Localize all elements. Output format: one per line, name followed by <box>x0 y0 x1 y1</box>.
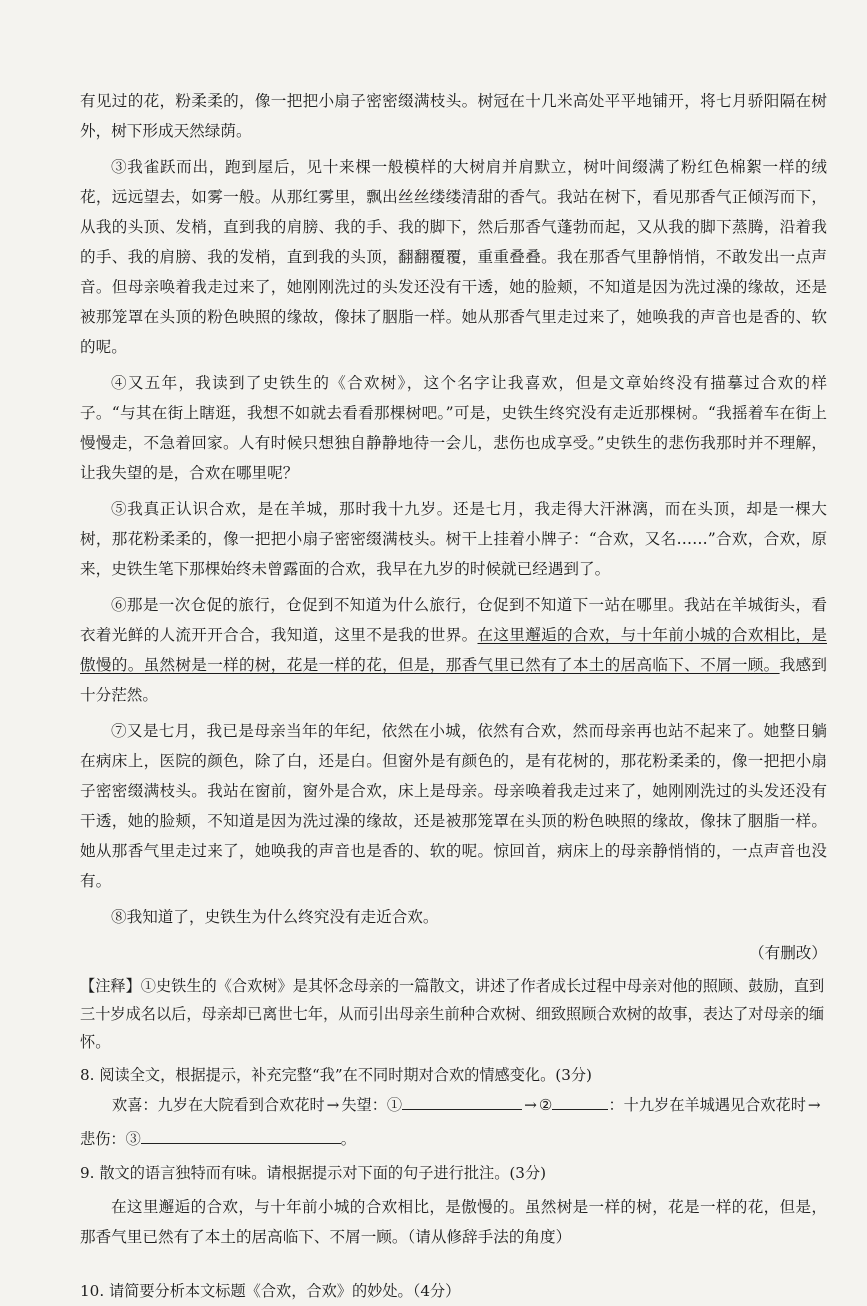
paragraph-2-continued: 有见过的花，粉柔柔的，像一把把小扇子密密缀满枝头。树冠在十几米高处平平地铺开，将七月骄阳隔在树外，树下形成天然绿荫。 <box>80 92 827 140</box>
arrow-icon: → <box>326 1096 340 1114</box>
q8-marker-2: ② <box>538 1096 553 1114</box>
question-8-line-1 <box>112 1090 827 1120</box>
q8-period: 。 <box>340 1130 356 1148</box>
paragraph-6 <box>80 590 827 710</box>
answer-space[interactable] <box>80 1258 827 1276</box>
question-10-prompt: 10. 请简要分析本文标题《合欢，合欢》的妙处。（4分） <box>80 1282 461 1300</box>
question-9-prompt: 9. 散文的语言独特而有味。请根据提示对下面的句子进行批注。(3分) <box>80 1164 547 1182</box>
annotation: 【注释】①史铁生的《合欢树》是其怀念母亲的一篇散文，讲述了作者成长过程中母亲对他的照顾、鼓励，直到三十岁成名以后，母亲却已离世七年，从而引出母亲生前种合欢树、细致照顾合欢树的故事，表达了对母亲的缅怀。 <box>80 977 825 1051</box>
answer-blank-2[interactable] <box>552 1091 608 1110</box>
q8-sadness-label: 悲伤：③ <box>80 1130 141 1148</box>
arrow-icon: → <box>524 1096 537 1114</box>
answer-blank-3[interactable] <box>141 1125 341 1144</box>
q8-joy-label: 欢喜：九岁在大院看到合欢花时 <box>112 1096 325 1114</box>
paragraph-5: ⑤我真正认识合欢，是在羊城，那时我十九岁。还是七月，我走得大汗淋漓，而在头顶，却是一棵大树，那花粉柔柔的，像一把把小扇子密密缀满枝头。树干上挂着小牌子：“合欢，又名……”合欢，合欢，原来，史铁生笔下那棵始终未曾露面的合欢，我早在九岁的时候就已经遇到了。 <box>80 500 827 578</box>
answer-blank-1[interactable] <box>402 1091 522 1110</box>
paragraph-8: ⑧我知道了，史铁生为什么终究没有走近合欢。 <box>111 908 439 926</box>
paragraph-4: ④又五年，我读到了史铁生的《合欢树》，这个名字让我喜欢，但是文章始终没有描摹过合欢的样子。“与其在街上瞎逛，我想不如就去看看那棵树吧。”可是，史铁生终究没有走近那棵树。“我摇着车在街上慢慢走，不急着回家。人有时候只想独自静静地待一会儿，悲伤也成享受。”史铁生的悲伤我那时并不理解，让我失望的是，合欢在哪里呢？ <box>80 374 827 482</box>
q8-nineteen-label: ：十九岁在羊城遇见合欢花时 <box>608 1096 806 1114</box>
question-8-prompt: 8. 阅读全文，根据提示，补充完整“我”在不同时期对合欢的情感变化。(3分) <box>80 1066 592 1084</box>
paragraph-3: ③我雀跃而出，跑到屋后，见十来棵一般模样的大树肩并肩默立，树叶间缀满了粉红色棉絮一样的绒花，远远望去，如雾一般。从那红雾里，飘出丝丝缕缕清甜的香气。我站在树下，看见那香气正倾泻而下，从我的头顶、发梢，直到我的肩膀、我的手、我的脚下，然后那香气蓬勃而起，又从我的脚下蒸腾，沿着我的手、我的肩膀、我的发梢，直到我的头顶，翻翻覆覆，重重叠叠。我在那香气里静悄悄，不敢发出一点声音。但母亲唤着我走过来了，她刚刚洗过的头发还没有干透，她的脸颊，不知道是因为洗过澡的缘故，还是被那笼罩在头顶的粉色映照的缘故，像抹了胭脂一样。她从那香气里走过来了，她唤我的声音也是香的、软的呢。 <box>80 158 827 356</box>
underlined-sentence: 在这里邂逅的合欢，与十年前小城的合欢相比，是傲慢的。虽然树是一样的树，花是一样的花，但是，那香气里已然有了本土的居高临下、不屑一顾。 <box>80 626 827 674</box>
q8-disappointment-label: 失望：① <box>341 1096 403 1114</box>
paragraph-7: ⑦又是七月，我已是母亲当年的年纪，依然在小城，依然有合欢，然而母亲再也站不起来了。她整日躺在病床上，医院的颜色，除了白，还是白。但窗外是有颜色的，是有花树的，那花粉柔柔的，像一把把小扇子密密缀满枝头。我站在窗前，窗外是合欢，床上是母亲。母亲唤着我走过来了，她刚刚洗过的头发还没有干透，她的脸颊，不知道是因为洗过澡的缘故，还是被那笼罩在头顶的粉色映照的缘故，像抹了胭脂一样。她从那香气里走过来了，她唤我的声音也是香的、软的呢。惊回首，病床上的母亲静悄悄的，一点声音也没有。 <box>80 722 827 890</box>
paragraph-6-after: 我感到十分茫然。 <box>80 656 827 704</box>
article-body <box>80 86 827 932</box>
question-8 <box>80 1060 827 1154</box>
arrow-icon: → <box>807 1096 821 1114</box>
question-10 <box>80 1276 827 1306</box>
paragraph-6-before: ⑥那是一次仓促的旅行，仓促到不知道为什么旅行，仓促到不知道下一站在哪里。我站在羊城街头，看衣着光鲜的人流开开合合，我知道，这里不是我的世界。 <box>80 596 827 644</box>
question-9 <box>80 1158 827 1252</box>
question-9-quote: 在这里邂逅的合欢，与十年前小城的合欢相比，是傲慢的。虽然树是一样的树，花是一样的花，但是，那香气里已然有了本土的居高临下、不屑一顾。（请从修辞手法的角度） <box>80 1198 827 1246</box>
question-8-line-2 <box>80 1124 827 1154</box>
source-note: （有删改） <box>749 944 827 962</box>
